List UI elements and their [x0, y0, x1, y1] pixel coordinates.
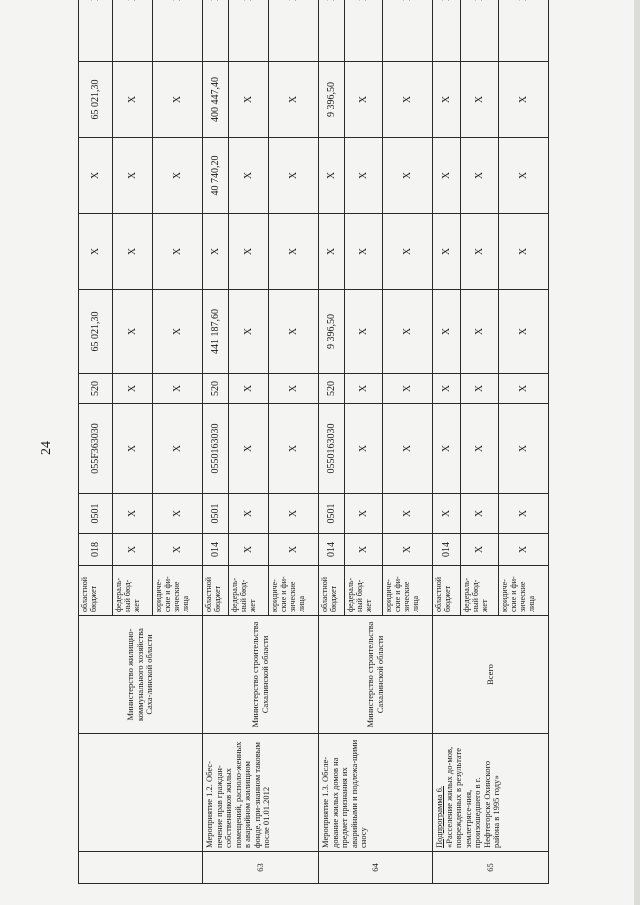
x-cell: [79, 0, 113, 62]
x-cell: Х: [383, 494, 433, 534]
row-number-63: 63: [203, 852, 319, 884]
x-cell: [229, 0, 269, 62]
x-cell: [383, 0, 433, 62]
grbs-64: 014: [319, 534, 345, 566]
x-cell: Х: [499, 138, 549, 214]
x-cell: [433, 0, 461, 62]
x-cell: Х: [79, 138, 113, 214]
total-64: 9 396,50: [319, 290, 345, 374]
executor-63: Министерство строительства Сахалинской области: [203, 616, 319, 734]
rzpr-top: 0501: [79, 494, 113, 534]
x-cell: [153, 0, 203, 62]
x-cell: [345, 0, 383, 62]
x-cell: Х: [383, 374, 433, 404]
x-cell: Х: [229, 62, 269, 138]
x-cell: Х: [269, 494, 319, 534]
vr-63: 520: [203, 374, 229, 404]
x-cell: Х: [153, 290, 203, 374]
event-63: Мероприятие 1.2. Обес-печение прав граждан-собственников жилых помещений, располо-женных в аварийном жилищном фонде, при-знанном таковым после 01.01.2012: [203, 734, 319, 852]
x-cell: Х: [499, 404, 549, 494]
rzpr-63: 0501: [203, 494, 229, 534]
x-cell: Х: [433, 374, 461, 404]
x-cell: Х: [319, 214, 345, 290]
x-cell: Х: [269, 374, 319, 404]
x-cell: Х: [113, 62, 153, 138]
x-cell: Х: [269, 62, 319, 138]
x-cell: Х: [433, 404, 461, 494]
x-cell: Х: [345, 494, 383, 534]
x-cell: Х: [383, 62, 433, 138]
x-cell: Х: [461, 404, 499, 494]
x-cell: [269, 0, 319, 62]
x-cell: Х: [113, 404, 153, 494]
source-fed: федераль-ный бюд-жет: [113, 566, 153, 616]
x-cell: Х: [229, 404, 269, 494]
x-cell: Х: [229, 494, 269, 534]
x-cell: Х: [461, 290, 499, 374]
y2-64: 9 396,50: [319, 62, 345, 138]
x-cell: Х: [203, 214, 229, 290]
x-cell: Х: [499, 374, 549, 404]
x-cell: Х: [113, 138, 153, 214]
source-legal: юридиче-ские и фи-зические лица: [153, 566, 203, 616]
year-top: 65 021,30: [79, 62, 113, 138]
executor-62: Министерство жилищно-коммунального хозяйства Саха-линской области: [79, 616, 203, 734]
x-cell: Х: [499, 62, 549, 138]
source-regional: областной бюджет: [319, 566, 345, 616]
rotated-table-sheet: [78, 34, 601, 884]
x-cell: Х: [345, 214, 383, 290]
source-fed: федераль-ный бюд-жет: [345, 566, 383, 616]
x-cell: Х: [461, 62, 499, 138]
x-cell: Х: [113, 374, 153, 404]
x-cell: Х: [345, 138, 383, 214]
x-cell: Х: [229, 290, 269, 374]
x-cell: Х: [153, 404, 203, 494]
x-cell: Х: [433, 138, 461, 214]
source-legal: юридиче-ские и фи-зические лица: [269, 566, 319, 616]
x-cell: [319, 0, 345, 62]
vr-top: 520: [79, 374, 113, 404]
x-cell: Х: [345, 62, 383, 138]
executor-64: Министерство строительства Сахалинской области: [319, 616, 433, 734]
x-cell: Х: [461, 494, 499, 534]
y2-63: 400 447,40: [203, 62, 229, 138]
executor-65: Всего: [433, 616, 549, 734]
x-cell: Х: [383, 534, 433, 566]
source-fed: федераль-ный бюд-жет: [229, 566, 269, 616]
x-cell: Х: [499, 494, 549, 534]
x-cell: [113, 0, 153, 62]
x-cell: Х: [345, 290, 383, 374]
x-cell: Х: [269, 534, 319, 566]
row-number-65: 65: [433, 852, 549, 884]
x-cell: Х: [153, 534, 203, 566]
csr-63: 0550163030: [203, 404, 229, 494]
y1-63: 40 740,20: [203, 138, 229, 214]
x-cell: [203, 0, 229, 62]
event-64: Мероприятие 1.3. Обсле-дование жилых домов на предмет признания их аварийными и подлежа-щими сносу: [319, 734, 433, 852]
x-cell: Х: [113, 534, 153, 566]
scan-edge: [634, 0, 640, 905]
x-cell: Х: [383, 404, 433, 494]
x-cell: Х: [269, 214, 319, 290]
grbs-63: 014: [203, 534, 229, 566]
x-cell: Х: [383, 214, 433, 290]
grbs-65: 014: [433, 534, 461, 566]
total-63: 441 187,60: [203, 290, 229, 374]
x-cell: Х: [269, 138, 319, 214]
x-cell: Х: [113, 214, 153, 290]
subprogram-body: «Расселение жилых до-мов, поврежденных в результате землетрясе-ния, произошедшего в г. Нефтегорске Охинского района в 1995 году»: [443, 746, 501, 848]
x-cell: Х: [153, 494, 203, 534]
x-cell: [461, 0, 499, 62]
page-number: 24: [39, 441, 54, 455]
x-cell: Х: [345, 374, 383, 404]
x-cell: Х: [319, 138, 345, 214]
x-cell: Х: [345, 534, 383, 566]
source-legal: юридиче-ские и фи-зические лица: [383, 566, 433, 616]
x-cell: Х: [79, 214, 113, 290]
x-cell: Х: [461, 374, 499, 404]
x-cell: Х: [499, 290, 549, 374]
total-top: 65 021,30: [79, 290, 113, 374]
rzpr-64: 0501: [319, 494, 345, 534]
x-cell: Х: [153, 138, 203, 214]
source-regional: областной бюджет: [433, 566, 461, 616]
source-legal: юридиче-ские и фи-зические лица: [499, 566, 549, 616]
source-regional: областной бюджет: [79, 566, 113, 616]
x-cell: Х: [269, 404, 319, 494]
row-number-62: [79, 852, 203, 884]
x-cell: Х: [383, 138, 433, 214]
x-cell: Х: [433, 290, 461, 374]
x-cell: Х: [433, 62, 461, 138]
vr-64: 520: [319, 374, 345, 404]
x-cell: Х: [499, 534, 549, 566]
event-62: [79, 734, 203, 852]
source-regional: областной бюджет: [203, 566, 229, 616]
x-cell: Х: [461, 138, 499, 214]
csr-top: 055F363030: [79, 404, 113, 494]
x-cell: Х: [153, 214, 203, 290]
x-cell: Х: [433, 494, 461, 534]
source-fed: федераль-ный бюд-жет: [461, 566, 499, 616]
subprogram-title: Подпрограмма 6.: [434, 786, 444, 848]
x-cell: Х: [229, 374, 269, 404]
x-cell: Х: [269, 290, 319, 374]
x-cell: Х: [461, 214, 499, 290]
x-cell: Х: [461, 534, 499, 566]
x-cell: Х: [113, 290, 153, 374]
x-cell: Х: [229, 138, 269, 214]
grbs-top: 018: [79, 534, 113, 566]
x-cell: [499, 0, 549, 62]
x-cell: Х: [153, 374, 203, 404]
x-cell: Х: [345, 404, 383, 494]
x-cell: Х: [229, 534, 269, 566]
csr-64: 0550163030: [319, 404, 345, 494]
x-cell: Х: [229, 214, 269, 290]
x-cell: Х: [499, 214, 549, 290]
x-cell: Х: [383, 290, 433, 374]
row-number-64: 64: [319, 852, 433, 884]
x-cell: Х: [153, 62, 203, 138]
budget-table: [78, 0, 549, 884]
x-cell: Х: [113, 494, 153, 534]
x-cell: Х: [433, 214, 461, 290]
event-65: [433, 734, 549, 852]
